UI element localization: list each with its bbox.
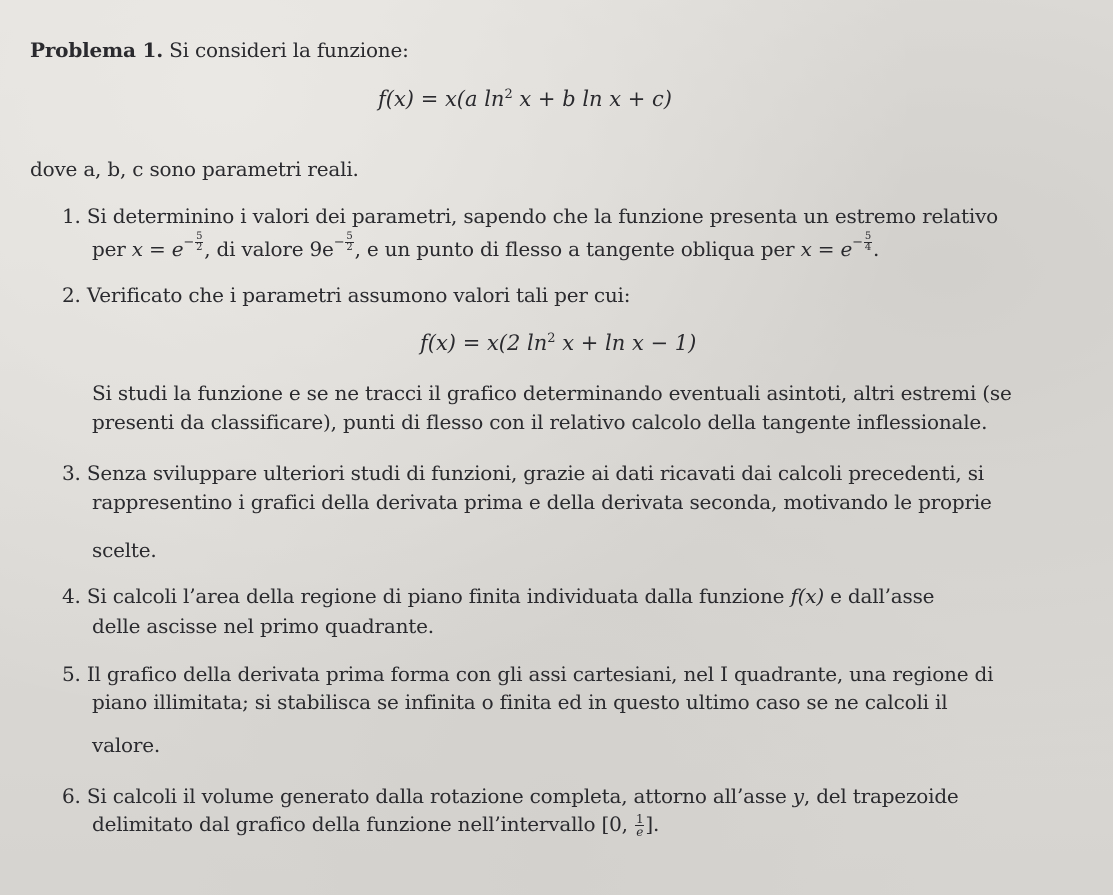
formula-eq: = (414, 87, 445, 111)
item-1-x-eq2: x = e (800, 237, 853, 261)
item-1-line1 (62, 204, 998, 228)
item-1-number: 1. (62, 204, 81, 228)
item-4-fx: f(x) (790, 584, 824, 608)
item-6-interval-open: [0, (601, 812, 634, 836)
item-6-text2a: delimitato dal grafico della funzione nell’intervallo (92, 812, 602, 836)
item-1-exp3-num: 5 (864, 231, 872, 242)
item-1-exp1-den: 2 (196, 242, 203, 253)
item-2-formula (420, 330, 696, 356)
item-6-line1 (62, 784, 959, 808)
item-6-text1a: Si calcoli il volume generato dalla rotazione completa, attorno all’asse (86, 784, 793, 808)
params-note: dove a, b, c sono parametri reali. (30, 157, 359, 181)
item-6-fraction (635, 813, 644, 838)
formula-square: 2 (504, 87, 513, 102)
item-1-exp2-den: 2 (346, 242, 353, 253)
formula-rhs-start: x(a ln (444, 87, 505, 111)
item-2-formula-eq: = (456, 331, 487, 355)
item-1-text2a: per (92, 237, 132, 261)
item-3-number: 3. (62, 461, 81, 485)
item-1-exp2-sign: − (333, 235, 345, 250)
item-1-text2b: , di valore (204, 237, 310, 261)
item-3-line2: rappresentino i grafici della derivata prima e della derivata seconda, motivando le proprie (92, 490, 992, 514)
item-1-exp3-sign: − (852, 235, 863, 250)
item-1-exp1-sign: − (183, 235, 195, 250)
item-1-end: . (873, 237, 880, 261)
formula-rhs-end: x + b ln x + c) (512, 87, 672, 111)
item-2-text1: Verificato che i parametri assumono valori tali per cui: (86, 283, 631, 307)
item-2-line1 (62, 283, 630, 307)
item-6-number: 6. (62, 784, 81, 808)
item-4-line1 (62, 584, 934, 608)
item-4-number: 4. (62, 584, 81, 608)
item-2-formula-square: 2 (547, 331, 556, 346)
item-1-exp1-num: 5 (196, 231, 203, 242)
item-4-text1a: Si calcoli l’area della regione di piano finita individuata dalla funzione (86, 584, 791, 608)
item-2-number: 2. (62, 283, 81, 307)
item-2-formula-rhs-start: x(2 ln (486, 331, 548, 355)
item-1-value: 9e (309, 237, 334, 261)
item-6-line2 (92, 812, 659, 838)
main-formula (378, 86, 672, 112)
item-1-text2c: , e un punto di flesso a tangente obliqua per (354, 237, 801, 261)
item-3-text1: Senza sviluppare ulteriori studi di funzioni, grazie ai dati ricavati dai calcoli precedenti, si (86, 461, 984, 485)
item-1-exp3 (852, 232, 873, 253)
item-5-line2: piano illimitata; si stabilisca se infinita o finita ed in questo ultimo caso se ne calcoli il (92, 690, 948, 714)
item-5-line1 (62, 662, 993, 686)
item-6-interval-close: ]. (645, 812, 660, 836)
item-3-line3: scelte. (92, 538, 157, 562)
item-1-exp2 (334, 232, 355, 253)
formula-lhs: f(x) (378, 87, 415, 111)
problem-header (30, 38, 409, 62)
item-2-formula-rhs-end: x + ln x − 1) (555, 331, 697, 355)
item-1-exp2-num: 5 (346, 231, 353, 242)
item-3-line1 (62, 461, 984, 485)
item-1-exp3-den: 4 (864, 242, 872, 253)
item-6-frac-den: e (636, 825, 644, 839)
item-6-text1b: , del trapezoide (803, 784, 959, 808)
item-6-frac-num: 1 (635, 812, 644, 826)
item-1-x-eq: x = e (131, 237, 184, 261)
problem-label: Problema 1. (30, 38, 163, 62)
item-1-line2 (92, 232, 879, 261)
item-5-number: 5. (62, 662, 81, 686)
item-6-y-axis: y (792, 784, 804, 808)
item-1-exp1 (183, 232, 204, 253)
item-5-text1: Il grafico della derivata prima forma con gli assi cartesiani, nel I quadrante, una regione di (86, 662, 994, 686)
item-4-text1b: e dall’asse (823, 584, 935, 608)
item-5-line3: valore. (92, 733, 161, 757)
item-2-line3: presenti da classificare), punti di flesso con il relativo calcolo della tangente inflessionale. (92, 410, 988, 434)
item-2-line2: Si studi la funzione e se ne tracci il grafico determinando eventuali asintoti, altri estremi (se (92, 381, 1012, 405)
item-2-formula-lhs: f(x) (420, 331, 457, 355)
item-1-text1: Si determinino i valori dei parametri, sapendo che la funzione presenta un estremo relativo (86, 204, 999, 228)
problem-intro: Si consideri la funzione: (169, 38, 409, 62)
item-4-line2: delle ascisse nel primo quadrante. (92, 614, 434, 638)
